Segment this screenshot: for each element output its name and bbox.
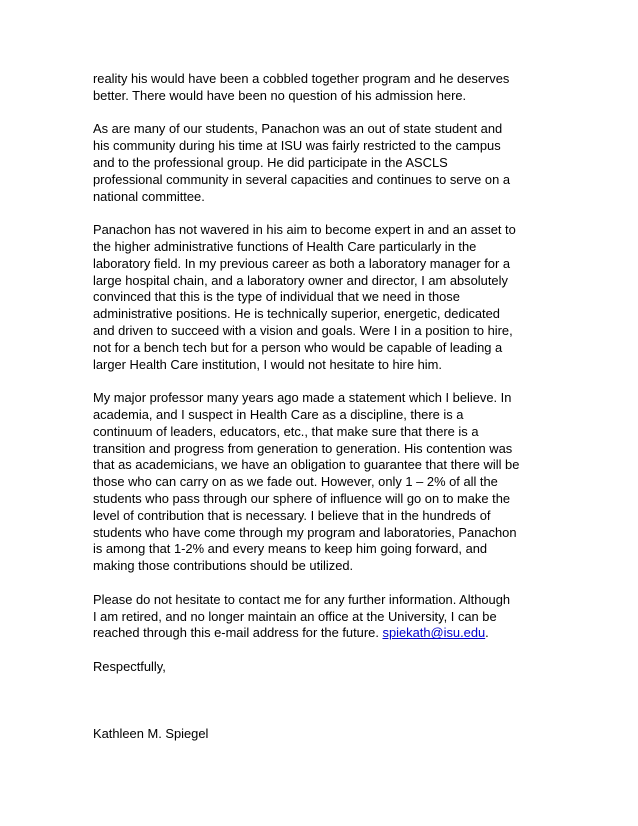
text-line: professional community in several capacities and continues to serve on a <box>93 171 511 187</box>
text-line: national committee. <box>93 188 205 204</box>
text-line: better. There would have been no question of his admission here. <box>93 87 467 103</box>
text-line: and to the professional group. He did participate in the ASCLS <box>93 154 448 170</box>
text-line: and driven to succeed with a vision and goals. Were I in a position to hire, <box>93 322 513 338</box>
text-line: continuum of leaders, educators, etc., that make sure that there is a <box>93 423 479 439</box>
text-line: administrative positions. He is technically superior, energetic, dedicated <box>93 306 500 322</box>
text-line: making those contributions should be utilized. <box>93 558 354 574</box>
text-line: not for a bench tech but for a person who would be capable of leading a <box>93 339 503 355</box>
contact-line-prefix: reached through this e-mail address for the future. <box>93 625 379 641</box>
text-line: convinced that this is the type of individual that we need in those <box>93 289 460 305</box>
text-line: his community during his time at ISU was fairly restricted to the campus <box>93 138 501 154</box>
paragraph-contact <box>93 592 553 642</box>
text-line: students who have come through my program and laboratories, Panachon <box>93 524 517 540</box>
text-line: is among that 1-2% and every means to keep him going forward, and <box>93 541 488 557</box>
text-line: laboratory field. In my previous career as both a laboratory manager for a <box>93 255 511 271</box>
paragraph-community <box>93 121 553 205</box>
paragraph-career-aim <box>93 222 553 373</box>
text-line: Please do not hesitate to contact me for any further information. Although <box>93 591 511 607</box>
text-line: As are many of our students, Panachon was an out of state student and <box>93 121 503 137</box>
text-line: level of contribution that is necessary. I believe that in the hundreds of <box>93 507 491 523</box>
paragraph-professor-statement <box>93 390 553 575</box>
text-line: large hospital chain, and a laboratory owner and director, I am absolutely <box>93 272 508 288</box>
text-line: academia, and I suspect in Health Care as a discipline, there is a <box>93 406 464 422</box>
signature <box>93 726 553 743</box>
text-line <box>93 625 553 642</box>
text-line: those who can carry on as we fade out. However, only 1 – 2% of all the <box>93 474 498 490</box>
text-line: reality his would have been a cobbled together program and he deserves <box>93 71 510 86</box>
text-line: My major professor many years ago made a statement which I believe. In <box>93 390 512 406</box>
text-line: I am retired, and no longer maintain an office at the University, I can be <box>93 608 497 624</box>
closing <box>93 659 553 676</box>
text-line: the higher administrative functions of Health Care particularly in the <box>93 238 477 254</box>
signature-name: Kathleen M. Spiegel <box>93 725 209 741</box>
text-line: Panachon has not wavered in his aim to become expert in and an asset to <box>93 222 516 238</box>
closing-text: Respectfully, <box>93 658 166 674</box>
contact-line-suffix: . <box>485 625 489 641</box>
letter-body <box>93 71 553 759</box>
email-link[interactable]: spiekath@isu.edu <box>382 625 486 641</box>
paragraph-continuation <box>93 71 553 105</box>
text-line: larger Health Care institution, I would not hesitate to hire him. <box>93 356 442 372</box>
text-line: students who pass through our sphere of influence will go on to make the <box>93 490 511 506</box>
text-line: that as academicians, we have an obligation to guarantee that there will be <box>93 457 520 473</box>
text-line: transition and progress from generation to generation. His contention was <box>93 440 513 456</box>
